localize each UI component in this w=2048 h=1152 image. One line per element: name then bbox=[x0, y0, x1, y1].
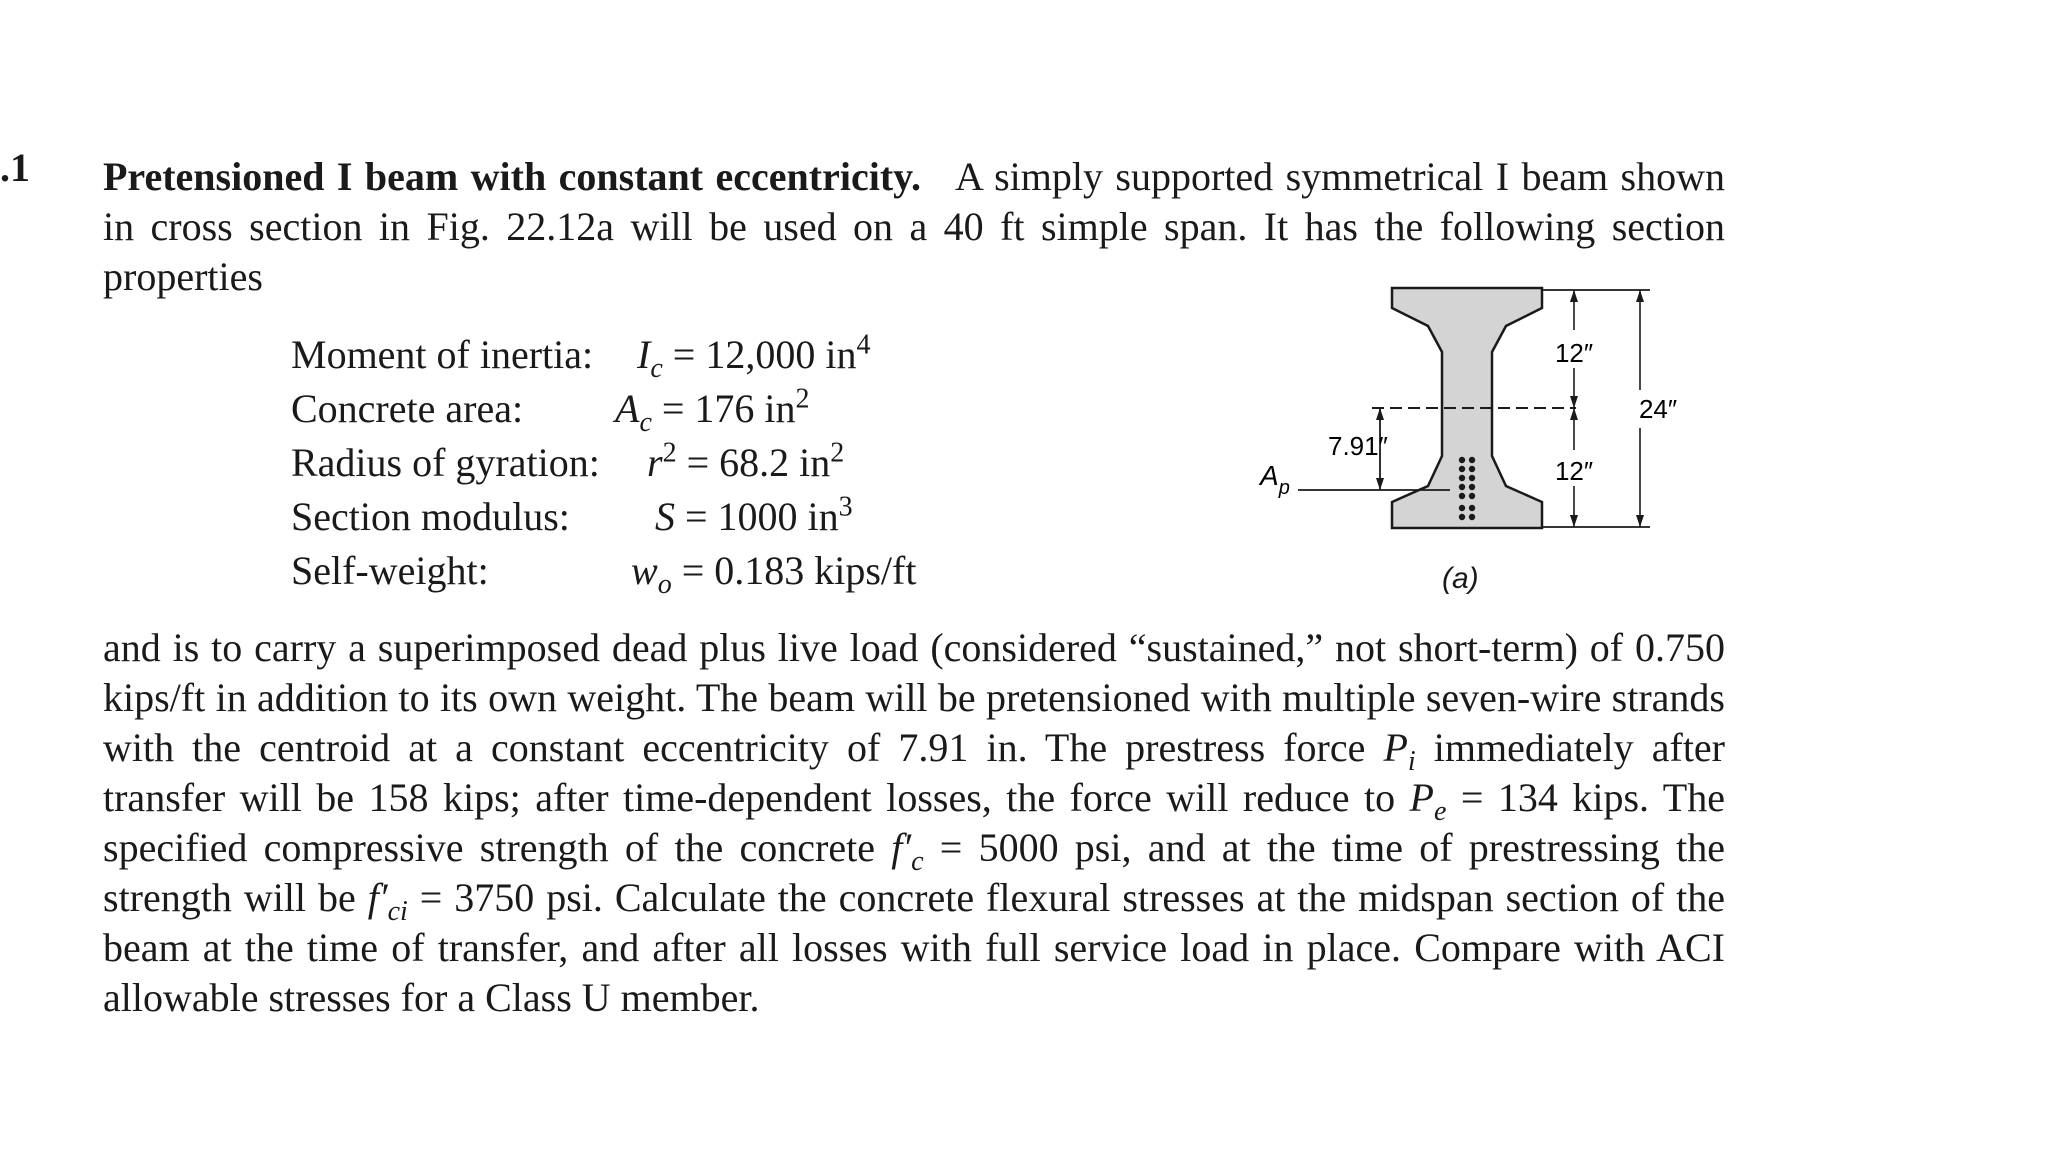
upper-dim-arrow-top bbox=[1570, 290, 1578, 302]
property-row-moment-of-inertia bbox=[291, 328, 916, 382]
property-label: Concrete area: bbox=[291, 386, 524, 431]
property-label: Moment of inertia: bbox=[291, 332, 594, 377]
property-row-self-weight bbox=[291, 544, 916, 598]
problem-title: Pretensioned I beam with constant eccentricity. bbox=[103, 154, 921, 199]
property-row-section-modulus bbox=[291, 490, 916, 544]
upper-dim-arrow-bottom bbox=[1570, 396, 1578, 408]
strand-area-label: $A_p$ bbox=[1260, 460, 1290, 499]
dim-label-total: 24″ bbox=[1638, 394, 1678, 424]
property-equation: $I_c = 12,000$ $in^4$ bbox=[637, 329, 871, 384]
eccentricity-arrow-bottom bbox=[1376, 478, 1384, 490]
dim-label-top: 12″ bbox=[1554, 338, 1594, 368]
property-label: Radius of gyration: bbox=[291, 440, 600, 485]
total-dim-arrow-bottom bbox=[1636, 515, 1644, 527]
property-label: Section modulus: bbox=[291, 494, 570, 539]
eccentricity-label: 7.91″ bbox=[1328, 431, 1388, 461]
i-beam-cross-section-figure bbox=[1240, 280, 1680, 600]
eccentricity-arrow-top bbox=[1376, 408, 1384, 420]
property-equation: S = 1000 $in^3$ bbox=[655, 491, 853, 539]
property-row-concrete-area bbox=[291, 382, 916, 436]
total-dim-arrow-top bbox=[1636, 290, 1644, 302]
lower-dim-arrow-bottom bbox=[1570, 515, 1578, 527]
property-row-radius-of-gyration bbox=[291, 436, 916, 490]
i-beam-diagram bbox=[1240, 280, 1680, 600]
figure-caption: (a) bbox=[1442, 562, 1479, 595]
section-properties-list bbox=[291, 328, 916, 598]
property-equation: $r^2 = 68.2$ $in^2$ bbox=[647, 437, 845, 485]
intro-text: A simply supported symmetrical I beam shown in cross section in Fig. 22.12a will be used on a 40 ft simple span. It has the following section properties bbox=[103, 154, 1735, 299]
lower-dim-arrow-top bbox=[1570, 408, 1578, 420]
property-label: Self-weight: bbox=[291, 548, 489, 593]
problem-body-paragraph: and is to carry a superimposed dead plus live load (considered “sustained,” not short-term) of 0.750 kips/ft in addition to its own weight. The beam will be pretensioned with multiple seven-wire strands with the centroid at a constant eccentricity of 7.91 in. The prestress force $P_i$ immediately after transfer will be 158 kips; after time-dependent losses, the force will reduce to $P_e = 134$ kips. The specified compressive strength of the concrete $f'_c = 5000$ psi, and at the time of prestressing the strength will be $f'_{ci} = 3750$ psi. Calculate the concrete flexural stresses at the midspan section of the beam at the time of transfer, and after all losses with full service load in place. Compare with ACI allowable stresses for a Class U member. bbox=[103, 625, 1736, 1020]
problem-number: .1 bbox=[0, 145, 30, 190]
property-equation: $A_c = 176$ $in^2$ bbox=[615, 383, 810, 438]
property-equation: $w_o = 0.183$ kips/ft bbox=[631, 548, 917, 600]
dim-label-bottom: 12″ bbox=[1554, 456, 1594, 486]
